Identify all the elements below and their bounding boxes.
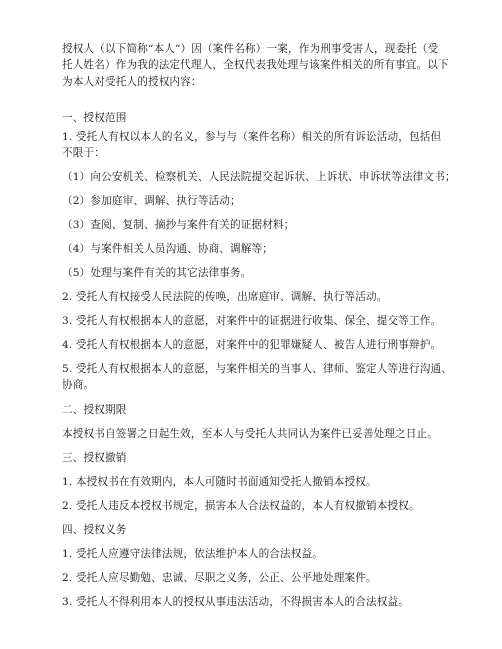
- section-heading: 一、授权范围: [62, 112, 127, 124]
- clause-line: 5. 受托人有权根据本人的意愿，与案件相关的当事人、律师、鉴定人等进行沟通、: [62, 363, 452, 375]
- clause-line: 协商。: [62, 379, 95, 391]
- clause-line: 2. 受托人违反本授权书规定，损害本人合法权益的，本人有权撤销本授权。: [62, 500, 420, 512]
- intro-line: 托人姓名）作为我的法定代理人，全权代表我处理与该案件相关的所有事宜。以下: [62, 59, 449, 71]
- clause-line: 1. 受托人有权以本人的名义，参与与（案件名称）相关的所有诉讼活动，包括但: [62, 131, 442, 143]
- clause-line: 不限于：: [62, 147, 105, 159]
- clause-line: （5）处理与案件有关的其它法律事务。: [62, 267, 252, 279]
- clause-line: （3）查阅、复制、摘抄与案件有关的证据材料；: [62, 219, 295, 231]
- clause-line: 3. 受托人有权根据本人的意愿，对案件中的证据进行收集、保全、提交等工作。: [62, 315, 442, 327]
- clause-line: （2）参加庭审、调解、执行等活动；: [62, 195, 241, 207]
- clause-line: 2. 受托人有权接受人民法院的传唤，出席庭审、调解、执行等活动。: [62, 291, 388, 303]
- section-heading: 三、授权撤销: [62, 452, 127, 464]
- section-heading: 四、授权义务: [62, 524, 127, 536]
- intro-line: 为本人对受托人的授权内容：: [62, 76, 202, 88]
- clause-line: （4）与案件相关人员沟通、协商、调解等；: [62, 243, 274, 255]
- clause-line: 3. 受托人不得利用本人的授权从事违法活动，不得损害本人的合法权益。: [62, 596, 409, 608]
- section-heading: 二、授权期限: [62, 404, 127, 416]
- clause-line: 2. 受托人应尽勤勉、忠诚、尽职之义务，公正、公平地处理案件。: [62, 572, 377, 584]
- clause-line: 1. 受托人应遵守法律法规，依法维护本人的合法权益。: [62, 548, 324, 560]
- intro-line: 授权人（以下简称“本人”）因（案件名称）一案，作为刑事受害人，现委托（受: [62, 43, 439, 55]
- clause-line: 4. 受托人有权根据本人的意愿，对案件中的犯罪嫌疑人、被告人进行刑事辩护。: [62, 339, 442, 351]
- clause-line: 1. 本授权书在有效期内，本人可随时书面通知受托人撤销本授权。: [62, 476, 377, 488]
- clause-line: 本授权书自签署之日起生效，至本人与受托人共同认为案件已妥善处理之日止。: [62, 428, 439, 440]
- clause-line: （1）向公安机关、检察机关、人民法院提交起诉状、上诉状、申诉状等法律文书；: [62, 171, 456, 183]
